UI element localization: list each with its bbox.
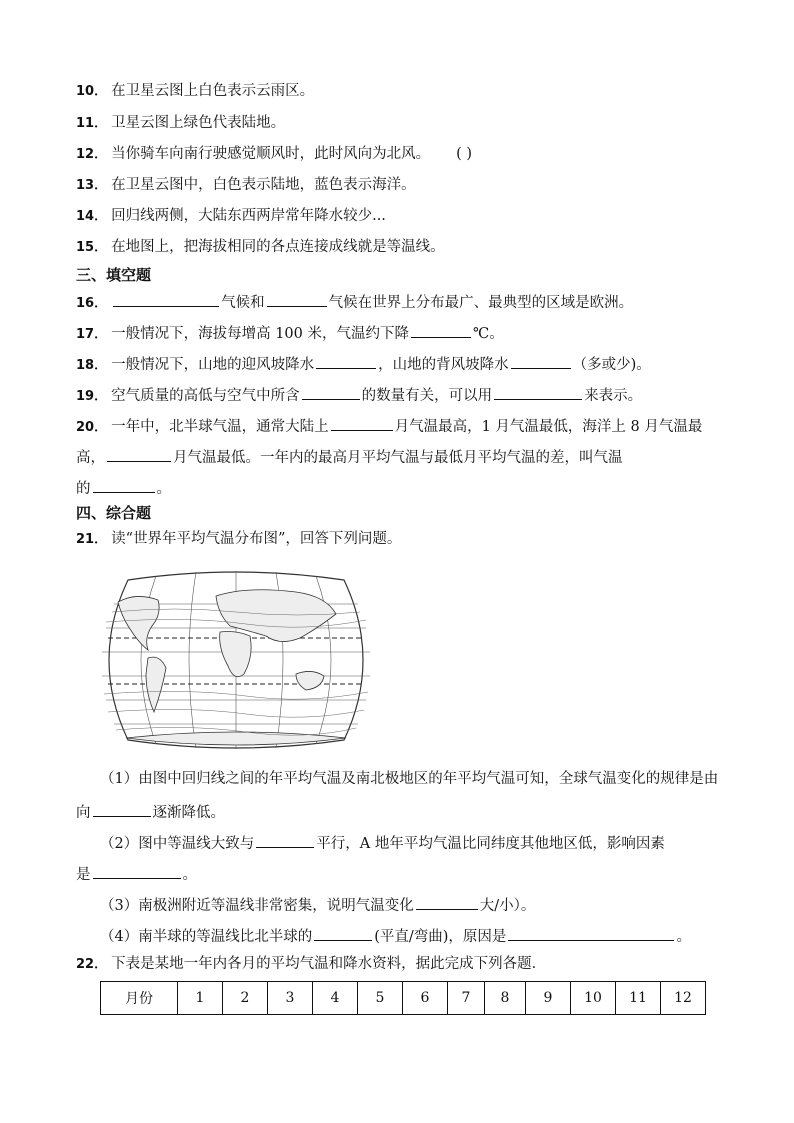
question-number: 18． [76, 358, 108, 373]
question-number: 11． [76, 116, 108, 131]
question-22 [76, 954, 546, 975]
question-text: 在卫星云图中，白色表示陆地，蓝色表示海洋。 [111, 177, 416, 193]
question-number: 22． [76, 957, 108, 972]
section-heading-fill-blank: 三、填空题 [76, 266, 152, 284]
question-text: (平直/弯曲)，原因是 [374, 929, 507, 945]
table-cell: 2 [223, 982, 268, 1015]
question-21-sub4 [100, 924, 691, 947]
question-14 [76, 206, 386, 227]
question-10 [76, 81, 314, 102]
answer-blank[interactable] [331, 414, 393, 431]
question-text: 来表示。 [584, 388, 643, 404]
question-number: 19． [76, 389, 108, 404]
question-text: ℃。 [473, 326, 504, 342]
question-20-cont [76, 445, 623, 468]
question-text: 读“世界年平均气温分布图”，回答下列问题。 [111, 531, 402, 547]
question-text: 一年中，北半球气温，通常大陆上 [111, 419, 329, 435]
question-number: 10． [76, 84, 108, 99]
question-text: 气候和 [221, 295, 265, 311]
question-text: 一般情况下，山地的迎风坡降水 [111, 357, 315, 373]
answer-blank[interactable] [411, 321, 471, 338]
question-text: 回归线两侧，大陆东西两岸常年降水较少... [111, 208, 386, 224]
question-21 [76, 529, 401, 550]
question-text: （多或少)。 [572, 357, 651, 373]
question-number: 17． [76, 327, 108, 342]
question-number: 21． [76, 532, 108, 547]
answer-blank[interactable] [416, 893, 478, 910]
question-21-sub1-cont [76, 800, 225, 823]
table-row [101, 982, 706, 1015]
table-cell: 10 [571, 982, 616, 1015]
table-cell: 3 [268, 982, 313, 1015]
question-13 [76, 175, 416, 196]
question-text: 当你骑车向南行驶感觉顺风时，此时风向为北风。 [111, 146, 431, 162]
question-18 [76, 352, 651, 376]
table-cell: 8 [485, 982, 526, 1015]
question-text: 平行，A 地年平均气温比同纬度其他地区低，影响因素 [316, 836, 665, 852]
answer-blank[interactable] [93, 800, 151, 817]
table-cell: 1 [178, 982, 223, 1015]
question-16 [76, 290, 633, 314]
answer-blank[interactable] [93, 862, 181, 879]
answer-blank[interactable] [494, 383, 582, 400]
question-text: （1）由图中回归线之间的年平均气温及南北极地区的年平均气温可知，全球气温变化的规律是由 [100, 771, 719, 787]
question-text: 气候在世界上分布最广、最典型的区域是欧洲。 [328, 295, 634, 311]
table-header-cell: 月份 [101, 982, 178, 1015]
answer-parens: ( ) [456, 146, 473, 162]
table-cell: 11 [616, 982, 661, 1015]
question-number: 15． [76, 240, 108, 255]
answer-blank[interactable] [314, 924, 372, 941]
question-text: （4）南半球的等温线比北半球的 [100, 929, 313, 945]
question-15 [76, 237, 445, 258]
question-19 [76, 383, 642, 407]
question-text: 一般情况下，海拔每增高 100 米，气温约下降 [111, 326, 409, 342]
question-text: 在地图上，把海拔相同的各点连接成线就是等温线。 [111, 239, 445, 255]
question-text: （2）图中等温线大致与 [100, 836, 255, 852]
question-text: ，山地的背风坡降水 [378, 357, 509, 373]
question-text: 月气温最低。一年内的最高月平均气温与最低月平均气温的差，叫气温 [173, 450, 623, 466]
question-21-sub3 [100, 893, 535, 916]
question-text: 的 [76, 481, 91, 497]
monthly-climate-table [100, 981, 706, 1015]
table-cell: 4 [313, 982, 358, 1015]
table-cell: 12 [661, 982, 706, 1015]
question-text: 高， [76, 450, 105, 466]
table-cell: 7 [448, 982, 485, 1015]
section-heading-comprehensive: 四、综合题 [76, 504, 152, 522]
question-text: 。 [182, 867, 197, 883]
answer-blank[interactable] [302, 383, 360, 400]
question-21-sub2 [100, 831, 665, 854]
answer-blank[interactable] [113, 290, 219, 307]
question-21-sub1 [100, 769, 718, 789]
answer-blank[interactable] [256, 831, 314, 848]
question-20-cont2 [76, 476, 171, 499]
table-cell: 6 [403, 982, 448, 1015]
table-cell: 5 [358, 982, 403, 1015]
question-number: 16． [76, 296, 108, 311]
question-text: 是 [76, 867, 91, 883]
question-text: 月气温最高，1 月气温最低，海洋上 8 月气温最 [394, 419, 703, 435]
question-21-sub2-cont [76, 862, 197, 885]
question-number: 20． [76, 420, 108, 435]
question-11 [76, 113, 285, 134]
question-17 [76, 321, 504, 345]
question-text: 的数量有关，可以用 [361, 388, 493, 404]
question-text: 。 [156, 481, 171, 497]
answer-blank[interactable] [93, 476, 155, 493]
world-temperature-map-image [96, 566, 376, 754]
answer-blank[interactable] [107, 445, 171, 462]
question-number: 13． [76, 178, 108, 193]
answer-blank[interactable] [267, 290, 327, 307]
answer-blank[interactable] [316, 352, 376, 369]
answer-blank[interactable] [511, 352, 571, 369]
question-text: 下表是某地一年内各月的平均气温和降水资料，据此完成下列各题． [111, 956, 547, 972]
question-number: 14． [76, 209, 108, 224]
question-text: （3）南极洲附近等温线非常密集，说明气温变化 [100, 898, 414, 914]
answer-blank[interactable] [508, 924, 674, 941]
table-cell: 9 [526, 982, 571, 1015]
question-text: 逐渐降低。 [152, 805, 225, 821]
question-text: 。 [676, 929, 691, 945]
question-number: 12． [76, 147, 108, 162]
question-12 [76, 144, 472, 165]
question-text: 向 [76, 805, 91, 821]
question-text: 在卫星云图上白色表示云雨区。 [111, 83, 315, 99]
question-text: 大/小）。 [479, 898, 536, 914]
question-20 [76, 414, 702, 438]
question-text: 空气质量的高低与空气中所含 [111, 388, 300, 404]
question-text: 卫星云图上绿色代表陆地。 [111, 115, 286, 131]
